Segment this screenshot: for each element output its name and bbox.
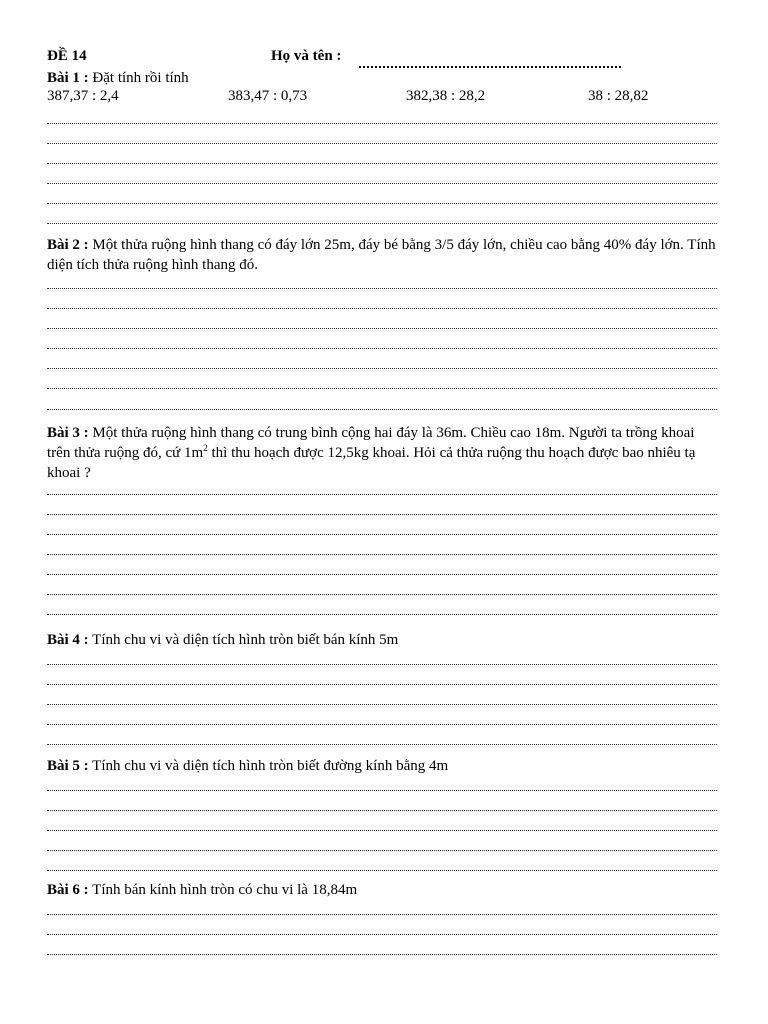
question-2-text: Một thửa ruộng hình thang có đáy lớn 25m, đáy bé bằng 3/5 đáy lớn, chiều cao bằng 40% đáy lớn. Tính diện tích thửa ruộng hình thang đó. xyxy=(47,237,716,273)
answer-line[interactable] xyxy=(47,614,717,615)
answer-line[interactable] xyxy=(47,954,717,955)
answer-line[interactable] xyxy=(47,870,717,871)
answer-line[interactable] xyxy=(47,790,717,791)
answer-line[interactable] xyxy=(47,183,717,184)
answer-line[interactable] xyxy=(47,288,717,289)
calculation-4: 38 : 28,82 xyxy=(588,88,649,104)
question-3-label: Bài 3 : xyxy=(47,425,89,441)
worksheet-header xyxy=(47,48,728,68)
answer-line[interactable] xyxy=(47,348,717,349)
calculation-1: 387,37 : 2,4 xyxy=(47,88,119,104)
answer-line[interactable] xyxy=(47,934,717,935)
name-field-line[interactable] xyxy=(359,52,621,68)
question-3-text: Một thửa ruộng hình thang có trung bình cộng hai đáy là 36m. Chiều cao 18m. Người ta trồng khoai trên thửa ruộng đó, cứ 1m xyxy=(47,425,695,461)
question-4-text: Tính chu vi và diện tích hình tròn biết bán kính 5m xyxy=(92,632,399,648)
answer-line[interactable] xyxy=(47,664,717,665)
exam-code: ĐỀ 14 xyxy=(47,48,87,64)
answer-line[interactable] xyxy=(47,308,717,309)
name-label: Họ và tên : xyxy=(271,48,342,64)
answer-line[interactable] xyxy=(47,704,717,705)
question-1-calculations xyxy=(47,88,727,108)
calculation-2: 383,47 : 0,73 xyxy=(228,88,308,104)
question-4-label: Bài 4 : xyxy=(47,632,89,648)
answer-line[interactable] xyxy=(47,724,717,725)
question-5-text: Tính chu vi và diện tích hình tròn biết đường kính bằng 4m xyxy=(92,758,449,774)
answer-line[interactable] xyxy=(47,368,717,369)
question-3-text-rest: thì thu hoạch được 12,5kg khoai. Hỏi cả thửa ruộng thu hoạch được bao nhiêu tạ khoai ? xyxy=(47,445,696,481)
answer-line[interactable] xyxy=(47,684,717,685)
question-1-label: Bài 1 : xyxy=(47,70,89,86)
answer-line[interactable] xyxy=(47,223,717,224)
question-5-title xyxy=(47,756,718,776)
question-4-title xyxy=(47,630,718,650)
question-2-label: Bài 2 : xyxy=(47,237,89,253)
question-1-text: Đặt tính rồi tính xyxy=(92,70,189,86)
question-2-title xyxy=(47,235,718,275)
question-6-title xyxy=(47,880,718,900)
question-6-label: Bài 6 : xyxy=(47,882,89,898)
question-1-title xyxy=(47,68,718,88)
question-6-text: Tính bán kính hình tròn có chu vi là 18,84m xyxy=(92,882,358,898)
answer-line[interactable] xyxy=(47,534,717,535)
answer-line[interactable] xyxy=(47,554,717,555)
answer-line[interactable] xyxy=(47,409,717,410)
answer-line[interactable] xyxy=(47,850,717,851)
answer-line[interactable] xyxy=(47,203,717,204)
answer-line[interactable] xyxy=(47,594,717,595)
answer-line[interactable] xyxy=(47,830,717,831)
answer-line[interactable] xyxy=(47,494,717,495)
answer-line[interactable] xyxy=(47,810,717,811)
answer-line[interactable] xyxy=(47,744,717,745)
answer-line[interactable] xyxy=(47,514,717,515)
answer-line[interactable] xyxy=(47,914,717,915)
answer-line[interactable] xyxy=(47,388,717,389)
answer-line[interactable] xyxy=(47,328,717,329)
question-3-title xyxy=(47,423,718,483)
answer-line[interactable] xyxy=(47,143,717,144)
answer-line[interactable] xyxy=(47,574,717,575)
superscript-2: 2 xyxy=(203,443,208,453)
question-5-label: Bài 5 : xyxy=(47,758,89,774)
calculation-3: 382,38 : 28,2 xyxy=(406,88,486,104)
answer-line[interactable] xyxy=(47,123,717,124)
answer-line[interactable] xyxy=(47,163,717,164)
